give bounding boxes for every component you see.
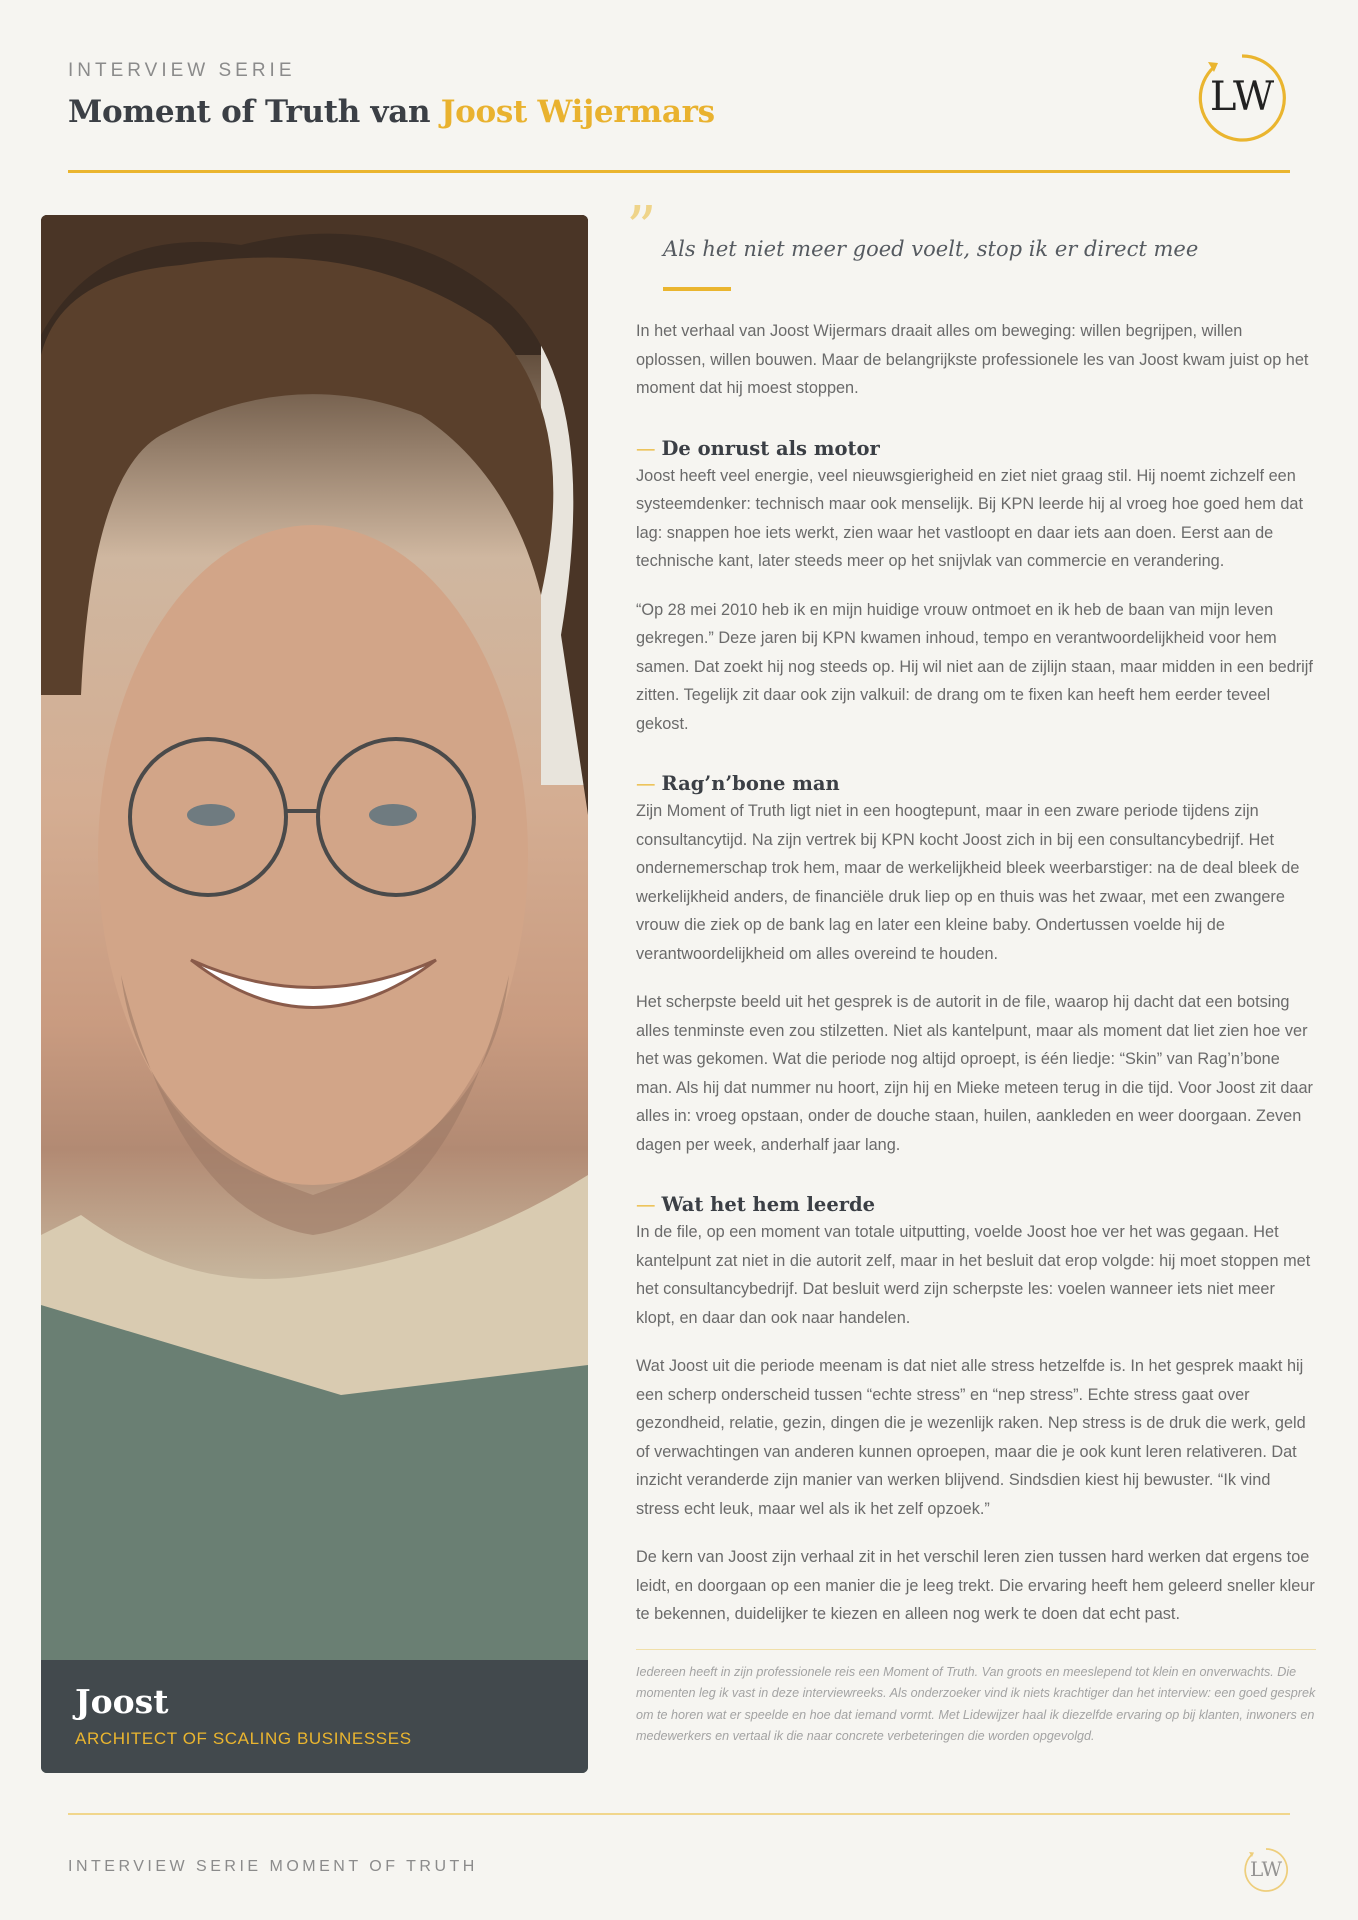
section-paragraph: In de file, op een moment van totale uitputting, voelde Joost hoe ver het was gegaan. Het kantelpunt zat niet in die autorit zelf, maar in het besluit dat erop volgde: hij moet stoppen met het consultancybedrijf. Dat besluit werd zijn scherpste les: voelen wanneer iets niet meer klopt, en daar dan ook naar handelen. (636, 1223, 1311, 1327)
logo-monogram: LW (1209, 74, 1275, 120)
portrait-caption (41, 1660, 588, 1773)
page-header (68, 60, 1290, 172)
footer-lw-logo-icon (1242, 1846, 1290, 1894)
portrait-illustration (41, 215, 588, 1773)
section-heading (636, 772, 1316, 795)
title-accent-name: Joost Wijermars (440, 94, 715, 130)
title-main: Moment of Truth van (68, 94, 441, 130)
footer-logo-monogram: LW (1249, 1857, 1283, 1881)
portrait-photo (41, 215, 588, 1773)
section-paragraph: Zijn Moment of Truth ligt niet in een hoogtepunt, maar in een zware periode tijdens zijn consultancytijd. Na zijn vertrek bij KPN kocht Joost zich in bij een consultancybedrijf. Het ondernemerschap trok hem, maar de werkelijkheid bleek weerbarstiger: na de deal bleek de werkelijkheid anders, de financiële druk liep op en thuis was het zwaar, met een zwangere vrouw die ziek op de bank lag en later een kleine baby. Ondertussen voelde hij de verantwoordelijkheid om alles overeind te houden. (636, 802, 1300, 963)
heading-dash: — (636, 1193, 656, 1216)
footer-label: INTERVIEW SERIE MOMENT OF TRUTH (68, 1858, 478, 1875)
section-heading (636, 437, 1316, 460)
series-note: Iedereen heeft in zijn professionele reis een Moment of Truth. Van groots en meeslepend tot klein en onverwachts. Die momenten leg ik vast in deze interviewreeks. Als onderzoeker vind ik niets krachtiger dan het interview: een goed gesprek om te horen wat er speelde en hoe dat iemand vormt. Met Lidewijzer haal ik diezelfde ervaring op bij klanten, inwoners en medewerkers en vertaal ik die naar concrete verbeteringen die worden opgevolgd. (636, 1664, 1316, 1743)
footer-divider (68, 1813, 1290, 1815)
header-divider (68, 170, 1290, 173)
person-name: Joost (75, 1682, 169, 1721)
section-heading-text: Rag’n’bone man (661, 772, 840, 795)
article-content (626, 194, 1316, 1748)
lw-logo-icon (1194, 50, 1290, 146)
quote-underline (663, 287, 731, 291)
section-heading (636, 1193, 1316, 1216)
heading-dash: — (636, 772, 656, 795)
section-heading-text: De onrust als motor (661, 436, 880, 460)
intro-paragraph: In het verhaal van Joost Wijermars draait alles om beweging: willen begrijpen, willen oplossen, willen bouwen. Maar de belangrijkste professionele les van Joost kwam juist op het moment dat hij moest stoppen. (636, 322, 1309, 397)
pull-quote: Als het niet meer goed voelt, stop ik er direct mee (663, 237, 1199, 261)
page-title (68, 94, 1290, 130)
person-role: ARCHITECT OF SCALING BUSINESSES (75, 1729, 412, 1748)
series-kicker: INTERVIEW SERIE (68, 60, 296, 81)
section-paragraph: Joost heeft veel energie, veel nieuwsgierigheid en ziet niet graag stil. Hij noemt zichzelf een systeemdenker: technisch maar ook menselijk. Bij KPN leerde hij al vroeg hoe goed hem dat lag: snappen hoe iets werkt, zien waar het vastloopt en daar iets aan doen. Eerst aan de technische kant, later steeds meer op het snijvlak van commercie en verandering. (636, 466, 1303, 570)
section-heading-text: Wat het hem leerde (661, 1193, 876, 1216)
quote-mark-icon: ” (626, 194, 657, 264)
section-paragraph: De kern van Joost zijn verhaal zit in het verschil leren zien tussen hard werken dat ergens toe leidt, en doorgaan op een manier die je leeg trekt. Die ervaring heeft hem geleerd sneller kleur te bekennen, duidelijker te kiezen en alleen nog werk te doen dat echt past. (636, 1548, 1315, 1623)
heading-dash: — (636, 436, 656, 460)
section-paragraph: “Op 28 mei 2010 heb ik en mijn huidige vrouw ontmoet en ik heb de baan van mijn leven gekregen.” Deze jaren bij KPN kwamen inhoud, tempo en verantwoordelijkheid voor hem samen. Dat zoekt hij nog steeds op. Hij wil niet aan de zijlijn staan, maar midden in een bedrijf zitten. Tegelijk zit daar ook zijn valkuil: de drang om te fixen kan heeft hem eerder teveel gekost. (636, 600, 1313, 733)
note-divider (636, 1649, 1316, 1650)
section-paragraph: Het scherpste beeld uit het gesprek is de autorit in de file, waarop hij dacht dat een botsing alles tenminste even zou stilzetten. Niet als kantelpunt, maar als moment dat liet zien hoe ver het was gekomen. Wat die periode nog altijd oproept, is één liedje: “Skin” van Rag’n’bone man. Als hij dat nummer nu hoort, zijn hij en Mieke meteen terug in die tijd. Voor Joost zit daar alles in: vroeg opstaan, onder de douche staan, huilen, aankleden en weer doorgaan. Zeven dagen per week, anderhalf jaar lang. (636, 993, 1313, 1154)
section-paragraph: Wat Joost uit die periode meenam is dat niet alle stress hetzelfde is. In het gesprek maakt hij een scherp onderscheid tussen “echte stress” en “nep stress”. Echte stress gaat over gezondheid, relatie, gezin, dingen die je wezenlijk raken. Nep stress is de druk die werk, geld of verwachtingen van anderen kunnen oproepen, maar die je ook kunt leren relativeren. Dat inzicht veranderde zijn manier van werken blijvend. Sindsdien kiest hij bewuster. “Ik vind stress echt leuk, maar wel als ik het zelf opzoek.” (636, 1357, 1306, 1518)
